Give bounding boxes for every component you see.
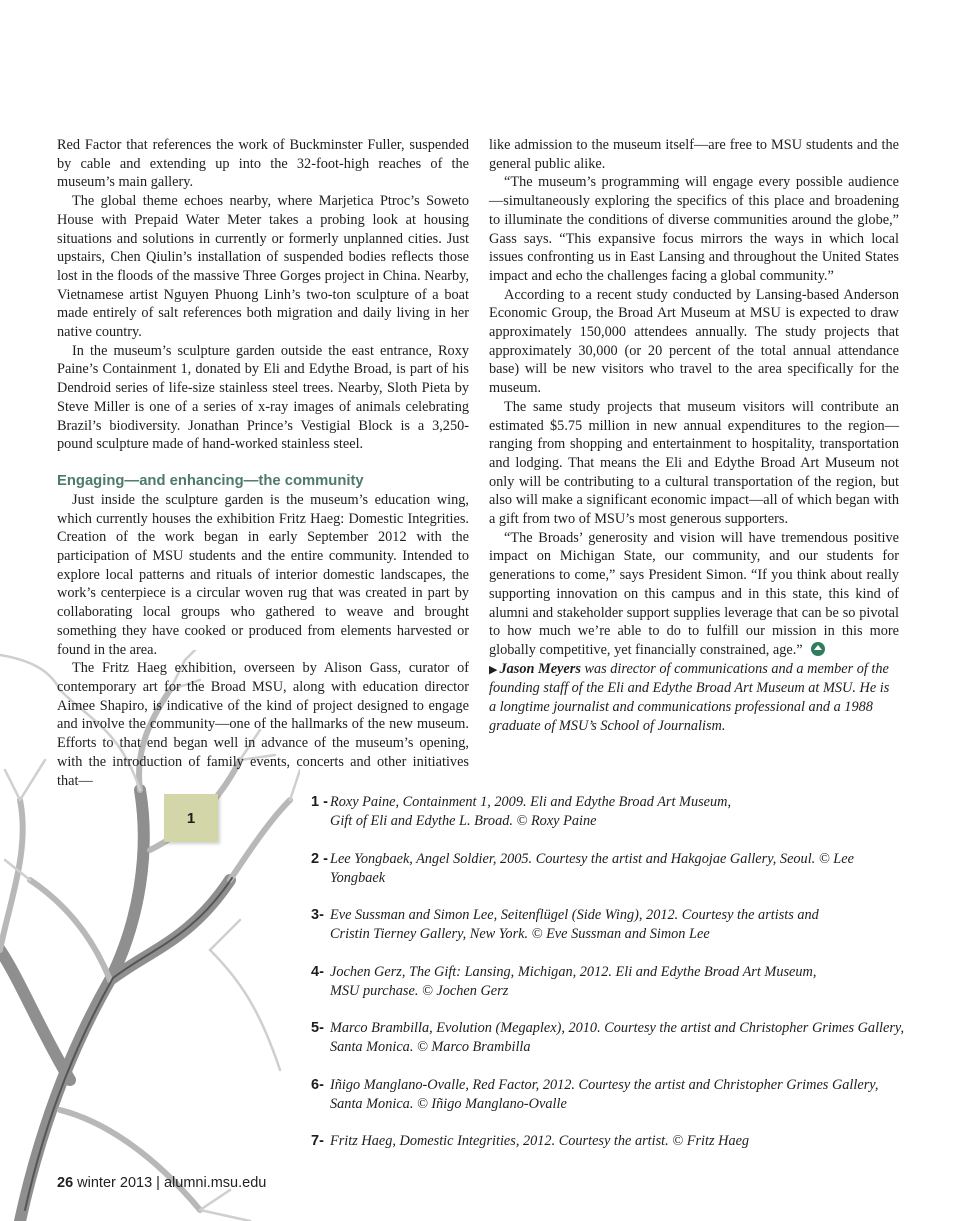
- end-of-article-icon: [811, 642, 825, 656]
- caption-number: 3-: [311, 907, 324, 923]
- caption-number: 1 -: [311, 794, 328, 810]
- caption-number: 6-: [311, 1076, 324, 1093]
- paragraph: The same study projects that museum visitors will contribute an estimated $5.75 million in new annual expenditures to the region—ranging from shopping and entertainment to hospitality, transportation and lodging. That means the Eli and Edythe Broad Art Museum not only will be contributing to a cultural transportation of the region, but also will make a significant economic impact—all of which began with a gift from two of MSU’s most generous supporters.: [489, 398, 899, 528]
- triangle-right-icon: ▶: [489, 663, 498, 676]
- caption-item: [311, 793, 911, 831]
- caption-number-badge: 1: [164, 794, 218, 842]
- right-article-column: [489, 136, 899, 736]
- page-footer: [57, 1175, 266, 1191]
- left-article-column: [57, 136, 469, 790]
- caption-item: [311, 1076, 911, 1114]
- caption-item: [311, 963, 911, 1001]
- caption-number: 4-: [311, 963, 324, 980]
- paragraph: Red Factor that references the work of Buckminster Fuller, suspended by cable and extending up into the 32-foot-high reaches of the museum’s main gallery.: [57, 137, 469, 191]
- author-name: Jason Meyers: [499, 660, 581, 677]
- caption-number: 2 -: [311, 850, 328, 867]
- author-bio-text: was director of communications and a member of the founding staff of the Eli and Edythe Broad Art Museum at MSU. He is a longtime journalist and communications professional and a 1988 graduate of MSU’s School of Journalism.: [489, 660, 890, 734]
- caption-number: 7-: [311, 1133, 324, 1149]
- issue-label: winter 2013: [77, 1175, 153, 1191]
- closing-paragraph-text: “The Broads’ generosity and vision will have tremendous positive impact on Michigan State, our community, and our students for generations to come,” says President Simon. “If you think about really supporting innovation on this campus and in this state, this kind of alumni and stakeholder support supplies leverage that can be so pivotal to how much we’re able to do to fulfill our mission in this more globally competitive, yet financially constrained, age.”: [489, 529, 899, 658]
- caption-text: Jochen Gerz, The Gift: Lansing, Michigan, 2012. Eli and Edythe Broad Art Museum, MSU purchase. © Jochen Gerz: [330, 963, 817, 999]
- caption-text: Eve Sussman and Simon Lee, Seitenflügel (Side Wing), 2012. Courtesy the artists and Cristin Tierney Gallery, New York. © Eve Sussman and Simon Lee: [330, 907, 819, 942]
- caption-number: 5-: [311, 1020, 324, 1036]
- paragraph: “The museum’s programming will engage every possible audience—simultaneously exploring the specifics of this place and broadening to illuminate the conditions of diverse communities around the globe,” Gass says. “This expansive focus mirrors the ways in which local issues confronting us in East Lansing and throughout the United States impact and echo the challenges facing a global community.”: [489, 174, 899, 284]
- caption-text: Marco Brambilla, Evolution (Megaplex), 2010. Courtesy the artist and Christopher Grimes Gallery, Santa Monica. © Marco Brambilla: [330, 1020, 905, 1055]
- paragraph: The Fritz Haeg exhibition, overseen by Alison Gass, curator of contemporary art for the Broad MSU, along with education director Aimee Shapiro, is indicative of the kind of project designed to engage and involve the community—one of the hallmarks of the new museum. Efforts to that end began well in advance of the museum’s opening, with the introduction of family events, concerts and other initiatives that—: [57, 660, 469, 789]
- caption-text: Iñigo Manglano-Ovalle, Red Factor, 2012. Courtesy the artist and Christopher Grimes Gallery, Santa Monica. © Iñigo Manglano-Ovalle: [330, 1076, 879, 1112]
- paragraph: [489, 529, 899, 660]
- paragraph: According to a recent study conducted by Lansing-based Anderson Economic Group, the Broad Art Museum at MSU is expected to draw approximately 150,000 attendees annually. The study projects that approximately 30,000 (or 20 percent of the total annual attendance base) will be new visitors who travel to the area specifically for the museum.: [489, 286, 899, 397]
- caption-item: [311, 906, 911, 944]
- section-subheading: Engaging—and enhancing—the community: [57, 472, 364, 489]
- caption-text: Lee Yongbaek, Angel Soldier, 2005. Courtesy the artist and Hakgojae Gallery, Seoul. © Lee Yongbaek: [330, 850, 854, 886]
- website-link[interactable]: alumni.msu.edu: [163, 1175, 267, 1191]
- paragraph: Just inside the sculpture garden is the museum’s education wing, which currently houses the exhibition Fritz Haeg: Domestic Integrities. Creation of the work began in early September 2012 with the participation of MSU students and the entire community. Intended to explore local patterns and rituals of interior domestic landscapes, the work’s centerpiece is a circular woven rug that was created in part by collaborating local groups who gathered to weave and brought something they have cooked or produced from elements harvested or found in the area.: [57, 491, 469, 658]
- caption-item: [311, 1019, 911, 1057]
- footer-separator: |: [156, 1175, 160, 1191]
- caption-item: [311, 1132, 911, 1151]
- photo-captions: [311, 793, 911, 1170]
- caption-item: [311, 850, 911, 888]
- caption-text: Roxy Paine, Containment 1, 2009. Eli and Edythe Broad Art Museum, Gift of Eli and Edythe L. Broad. © Roxy Paine: [330, 794, 732, 829]
- paragraph: The global theme echoes nearby, where Marjetica Ptroc’s Soweto House with Prepaid Water Meter takes a probing look at housing situations and solutions in currently or formerly unplanned cities. Just upstairs, Chen Qiulin’s installation of suspended bodies reflects those lost in the floods of the massive Three Gorges project in China. Nearby, Vietnamese artist Nguyen Phuong Linh’s two-ton sculpture of a boat made entirely of salt references both migration and daily living in her native country.: [57, 193, 469, 341]
- page-number: 26: [57, 1175, 74, 1191]
- paragraph: like admission to the museum itself—are free to MSU students and the general public alike.: [489, 137, 899, 172]
- caption-text: Fritz Haeg, Domestic Integrities, 2012. Courtesy the artist. © Fritz Haeg: [330, 1133, 750, 1149]
- paragraph: In the museum’s sculpture garden outside the east entrance, Roxy Paine’s Containment 1, donated by Eli and Edythe Broad, is part of his Dendroid series of life-size stainless steel trees. Nearby, Sloth Pieta by Steve Miller is one of a series of x-ray images of animals celebrating Brazil’s biodiversity. Jonathan Prince’s Vestigial Block is a 3,250-pound sculpture made of hand-worked stainless steel.: [57, 342, 469, 453]
- author-bio: [489, 660, 899, 736]
